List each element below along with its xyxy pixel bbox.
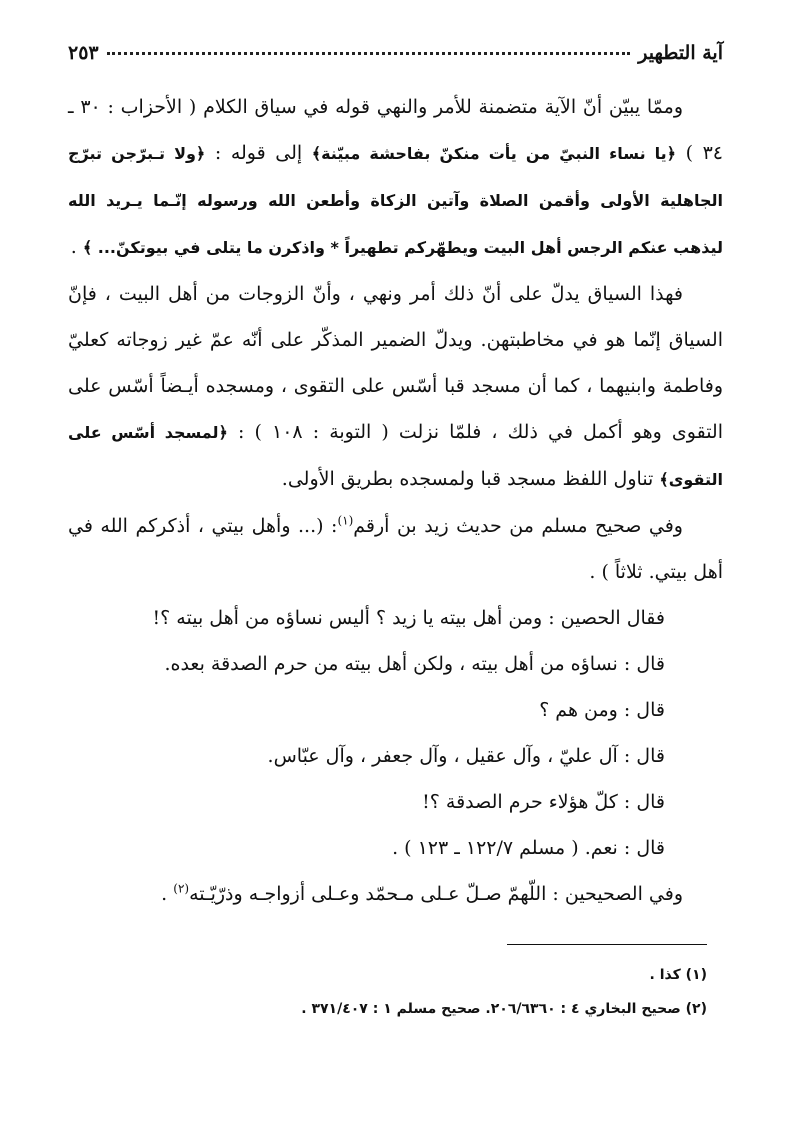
header-dot-leader: [107, 52, 631, 55]
running-header: [68, 30, 723, 64]
chapter-title: آية التطهير: [638, 42, 723, 64]
dialog-line: فقال الحصين : ومن أهل بيته يا زيد ؟ أليس نساؤه من أهل بيته ؟!: [152, 607, 665, 629]
footnote-separator: [507, 944, 707, 945]
main-text: [68, 84, 723, 917]
paragraph-ahzab: [68, 84, 723, 271]
dialog-line: قال : نساؤه من أهل بيته ، ولكن أهل بيته من حرم الصدقة بعده.: [164, 653, 665, 675]
text-run: .: [70, 236, 83, 258]
quran-quote: ﴿ولا تـبرّجن تبرّج الجاهلية الأولى وأقمن الصلاة وآتين الزكاة وأطعن الله ورسوله إنّـما يـريد الله ليذهب عنكم الرجس أهل البيت ويطهّركم تطهيراً * واذكرن ما يتلى في بيوتكنّ... ﴾: [68, 144, 723, 257]
footnote-1: (١) كذا .: [649, 967, 707, 983]
quran-quote: ﴿لمسجد أسّس على التقوى﴾: [68, 423, 723, 489]
quran-quote: ﴿يا نساء النبيّ من يأت منكنّ بفاحشة مبيّنة﴾: [311, 144, 677, 163]
text-run: .: [161, 883, 174, 905]
page-number: ٢٥٣: [68, 42, 99, 64]
text-run: تناول اللفظ مسجد قبا ولمسجده بطريق الأولى.: [281, 468, 660, 490]
text-run: : (... وأهل بيتي ، أذكركم الله في أهل بيتي. ثلاثاً ) .: [68, 515, 723, 583]
dialog-line: قال : كلّ هؤلاء حرم الصدقة ؟!: [422, 791, 665, 813]
text-run: وفي الصحيحين : اللّهمّ صـلّ عـلى مـحمّد وعـلى أزواجـه وذرّيّـته: [189, 883, 683, 905]
paragraph-muslim-hadith: [68, 503, 723, 595]
text-run: وفي صحيح مسلم من حديث زيد بن أرقم: [353, 515, 683, 537]
text-run: فهذا السياق يدلّ على أنّ ذلك أمر ونهي ، وأنّ الزوجات من أهل البيت ، فإنّ السياق إنّما هو في مخاطبتهن. ويدلّ الضمير المذكّر على أنّه عمّ غير زوجاته كعليّ وفاطمة وابنيهما ، كما أن مسجد قبا أسّس على التقوى ، ومسجده أيـضاً أسّس على التقوى وهو أكمل في ذلك ، فلمّا نزلت ( التوبة : ١٠٨ ) :: [68, 283, 723, 443]
dialog-line: قال : ومن هم ؟: [539, 699, 665, 721]
footnote-ref[interactable]: (١): [337, 513, 354, 528]
footnote-ref[interactable]: (٢): [173, 881, 190, 896]
dialog-line: قال : آل عليّ ، وآل عقيل ، وآل جعفر ، وآل عبّاس.: [267, 745, 665, 767]
text-run: إلى قوله :: [205, 142, 312, 164]
footnotes: [68, 958, 707, 1026]
footnote-2: (٢) صحيح البخاري ٤ : ٢٠٦/٦٣٦٠. صحيح مسلم ١ : ٣٧١/٤٠٧ .: [301, 1001, 707, 1017]
paragraph-context: [68, 271, 723, 503]
dialog-line: قال : نعم. ( مسلم ١٢٢/٧ ـ ١٢٣ ) .: [392, 837, 665, 859]
paragraph-sahihayn: [68, 871, 723, 917]
text-run: وممّا يبيّن أنّ الآية متضمنة للأمر والنهي قوله في سياق الكلام ( الأحزاب : ٣٠ ـ ٣٤ ): [68, 96, 723, 164]
